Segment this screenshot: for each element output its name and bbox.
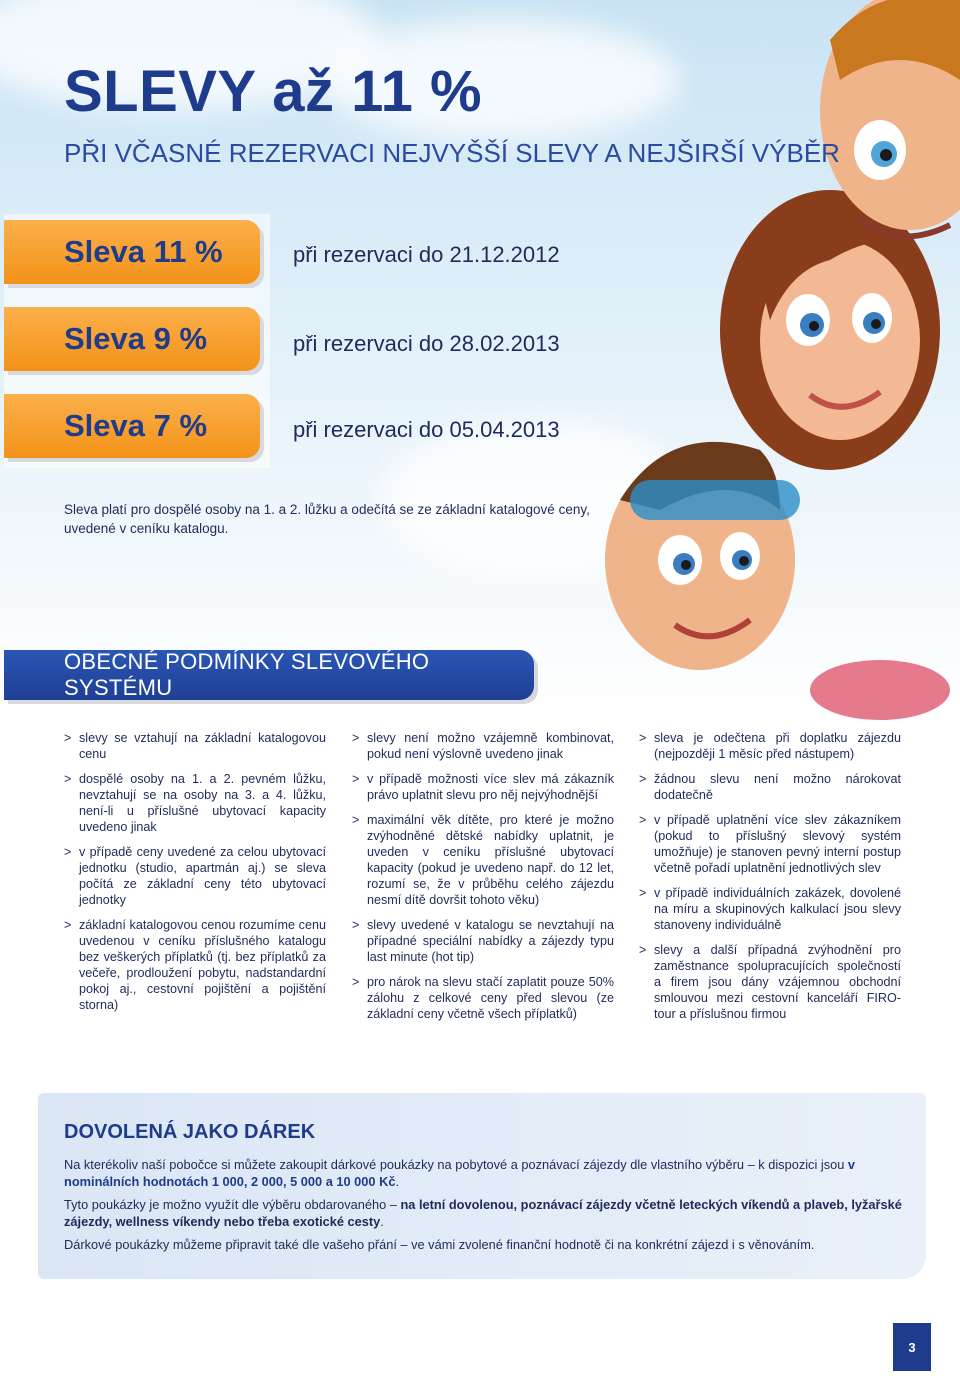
gift-usage-options: na letní dovolenou, poznávací zájezdy včetně leteckých víkendů a plaveb, lyžařské zájezdy, wellness víkendy nebo třeba exotické cesty (64, 1197, 902, 1229)
condition-item: > slevy uvedené v katalogu se nevztahují na případné speciální nabídky a zájezdy typu last minute (hot tip) (352, 917, 614, 965)
condition-item: > v případě ceny uvedené za celou ubytovací jednotku (studio, apartmán aj.) se sleva počítá ze základní ceny této ubytovací jednotky (64, 844, 326, 908)
discount-label: Sleva 11 % (64, 234, 223, 269)
conditions-column-1 (64, 730, 326, 1022)
gift-text: . (380, 1214, 384, 1229)
condition-item: > sleva je odečtena při doplatku zájezdu (nejpozději 1 měsíc před nástupem) (639, 730, 901, 762)
discount-label: Sleva 9 % (64, 321, 208, 356)
condition-item: > v případě možnosti více slev má zákazník právo uplatnit slevu pro něj nejvýhodnější (352, 771, 614, 803)
conditions-column-2 (352, 730, 614, 1031)
gift-text: Tyto poukázky je možno využít dle výběru obdarovaného – (64, 1197, 401, 1212)
note-line: uvedené v ceníku katalogu. (64, 521, 229, 536)
gift-paragraph-1 (64, 1156, 904, 1190)
discount-date: při rezervaci do 05.04.2013 (293, 417, 560, 442)
note-line: Sleva platí pro dospělé osoby na 1. a 2. lůžku a odečítá se ze základní katalogové ceny, (64, 502, 590, 517)
conditions-heading-text: OBECNÉ PODMÍNKY SLEVOVÉHO SYSTÉMU (64, 649, 430, 700)
conditions-column-3 (639, 730, 901, 1031)
condition-item: > v případě uplatnění více slev zákazníkem (pokud to příslušný slevový systém umožňuje) je stanoven pevný interní postup včetně pořadí uplatnění jednotlivých slev (639, 812, 901, 876)
condition-item: > v případě individuálních zakázek, dovolené na míru a skupinových kalkulací jsou slevy stanoveny individuálně (639, 885, 901, 933)
condition-item: > žádnou slevu není možno nárokovat dodatečně (639, 771, 901, 803)
discount-tab-11 (4, 220, 260, 284)
family-illustration (580, 0, 960, 720)
gift-paragraph-2 (64, 1196, 904, 1230)
condition-item: > pro nárok na slevu stačí zaplatit pouze 50% zálohu z celkové ceny před slevou (ze základní ceny včetně všech příplatků) (352, 974, 614, 1022)
page-number: 3 (893, 1323, 931, 1371)
discount-date: při rezervaci do 21.12.2012 (293, 242, 560, 267)
condition-item: > maximální věk dítěte, pro které je možno zvýhodněné dětské nabídky uplatnit, je uveden v ceníku příslušné ubytovací kapacity (pokud je uvedeno např. do 12 let, rozumí se, že v průběhu celého zájezdu nesmí dítě dovršit tohoto věku) (352, 812, 614, 908)
condition-item: > základní katalogovou cenou rozumíme cenu uvedenou v ceníku příslušného katalogu bez veškerých příplatků (tj. bez příplatků za večeře, prodloužení pobytu, nadstandardní pokoj aj., cestovní pojištění a pojištění storna) (64, 917, 326, 1013)
discount-tab-7 (4, 394, 260, 458)
discount-label: Sleva 7 % (64, 408, 208, 443)
conditions-heading (4, 650, 534, 700)
discount-date: při rezervaci do 28.02.2013 (293, 331, 560, 356)
page-subtitle: PŘI VČASNÉ REZERVACI NEJVYŠŠÍ SLEVY A NEJŠIRŠÍ VÝBĚR (64, 138, 840, 168)
gift-title: DOVOLENÁ JAKO DÁREK (64, 1121, 316, 1143)
condition-item: > slevy a další případná zvýhodnění pro zaměstnance spolupracujících společností a firem jsou dány vzájemnou obchodní smlouvou mezi cestovní kanceláří FIRO-tour a příslušnou firmou (639, 942, 901, 1022)
page-title: SLEVY až 11 % (64, 59, 483, 124)
condition-item: > slevy se vztahují na základní katalogovou cenu (64, 730, 326, 762)
gift-text: . (395, 1174, 400, 1189)
condition-item: > dospělé osoby na 1. a 2. pevném lůžku, nevztahují se na osoby na 3. a 4. lůžku, není-li u příslušné ubytovací kapacity uvedeno jinak (64, 771, 326, 835)
gift-text: Na kterékoliv naší pobočce si můžete zakoupit dárkové poukázky na pobytové a poznávací zájezdy dle vlastního výběru – k dispozici jsou (64, 1157, 848, 1172)
condition-item: > slevy není možno vzájemně kombinovat, pokud není výslovně uvedeno jinak (352, 730, 614, 762)
gift-nominal-values: v nominálních hodnotách 1 000, 2 000, 5 000 a 10 000 Kč (64, 1157, 856, 1189)
discount-tab-9 (4, 307, 260, 371)
gift-paragraph-3: Dárkové poukázky můžeme připravit také dle vašeho přání – ve vámi zvolené finanční hodnotě či na konkrétní zájezd i s věnováním. (64, 1237, 815, 1252)
discount-note (64, 500, 624, 538)
